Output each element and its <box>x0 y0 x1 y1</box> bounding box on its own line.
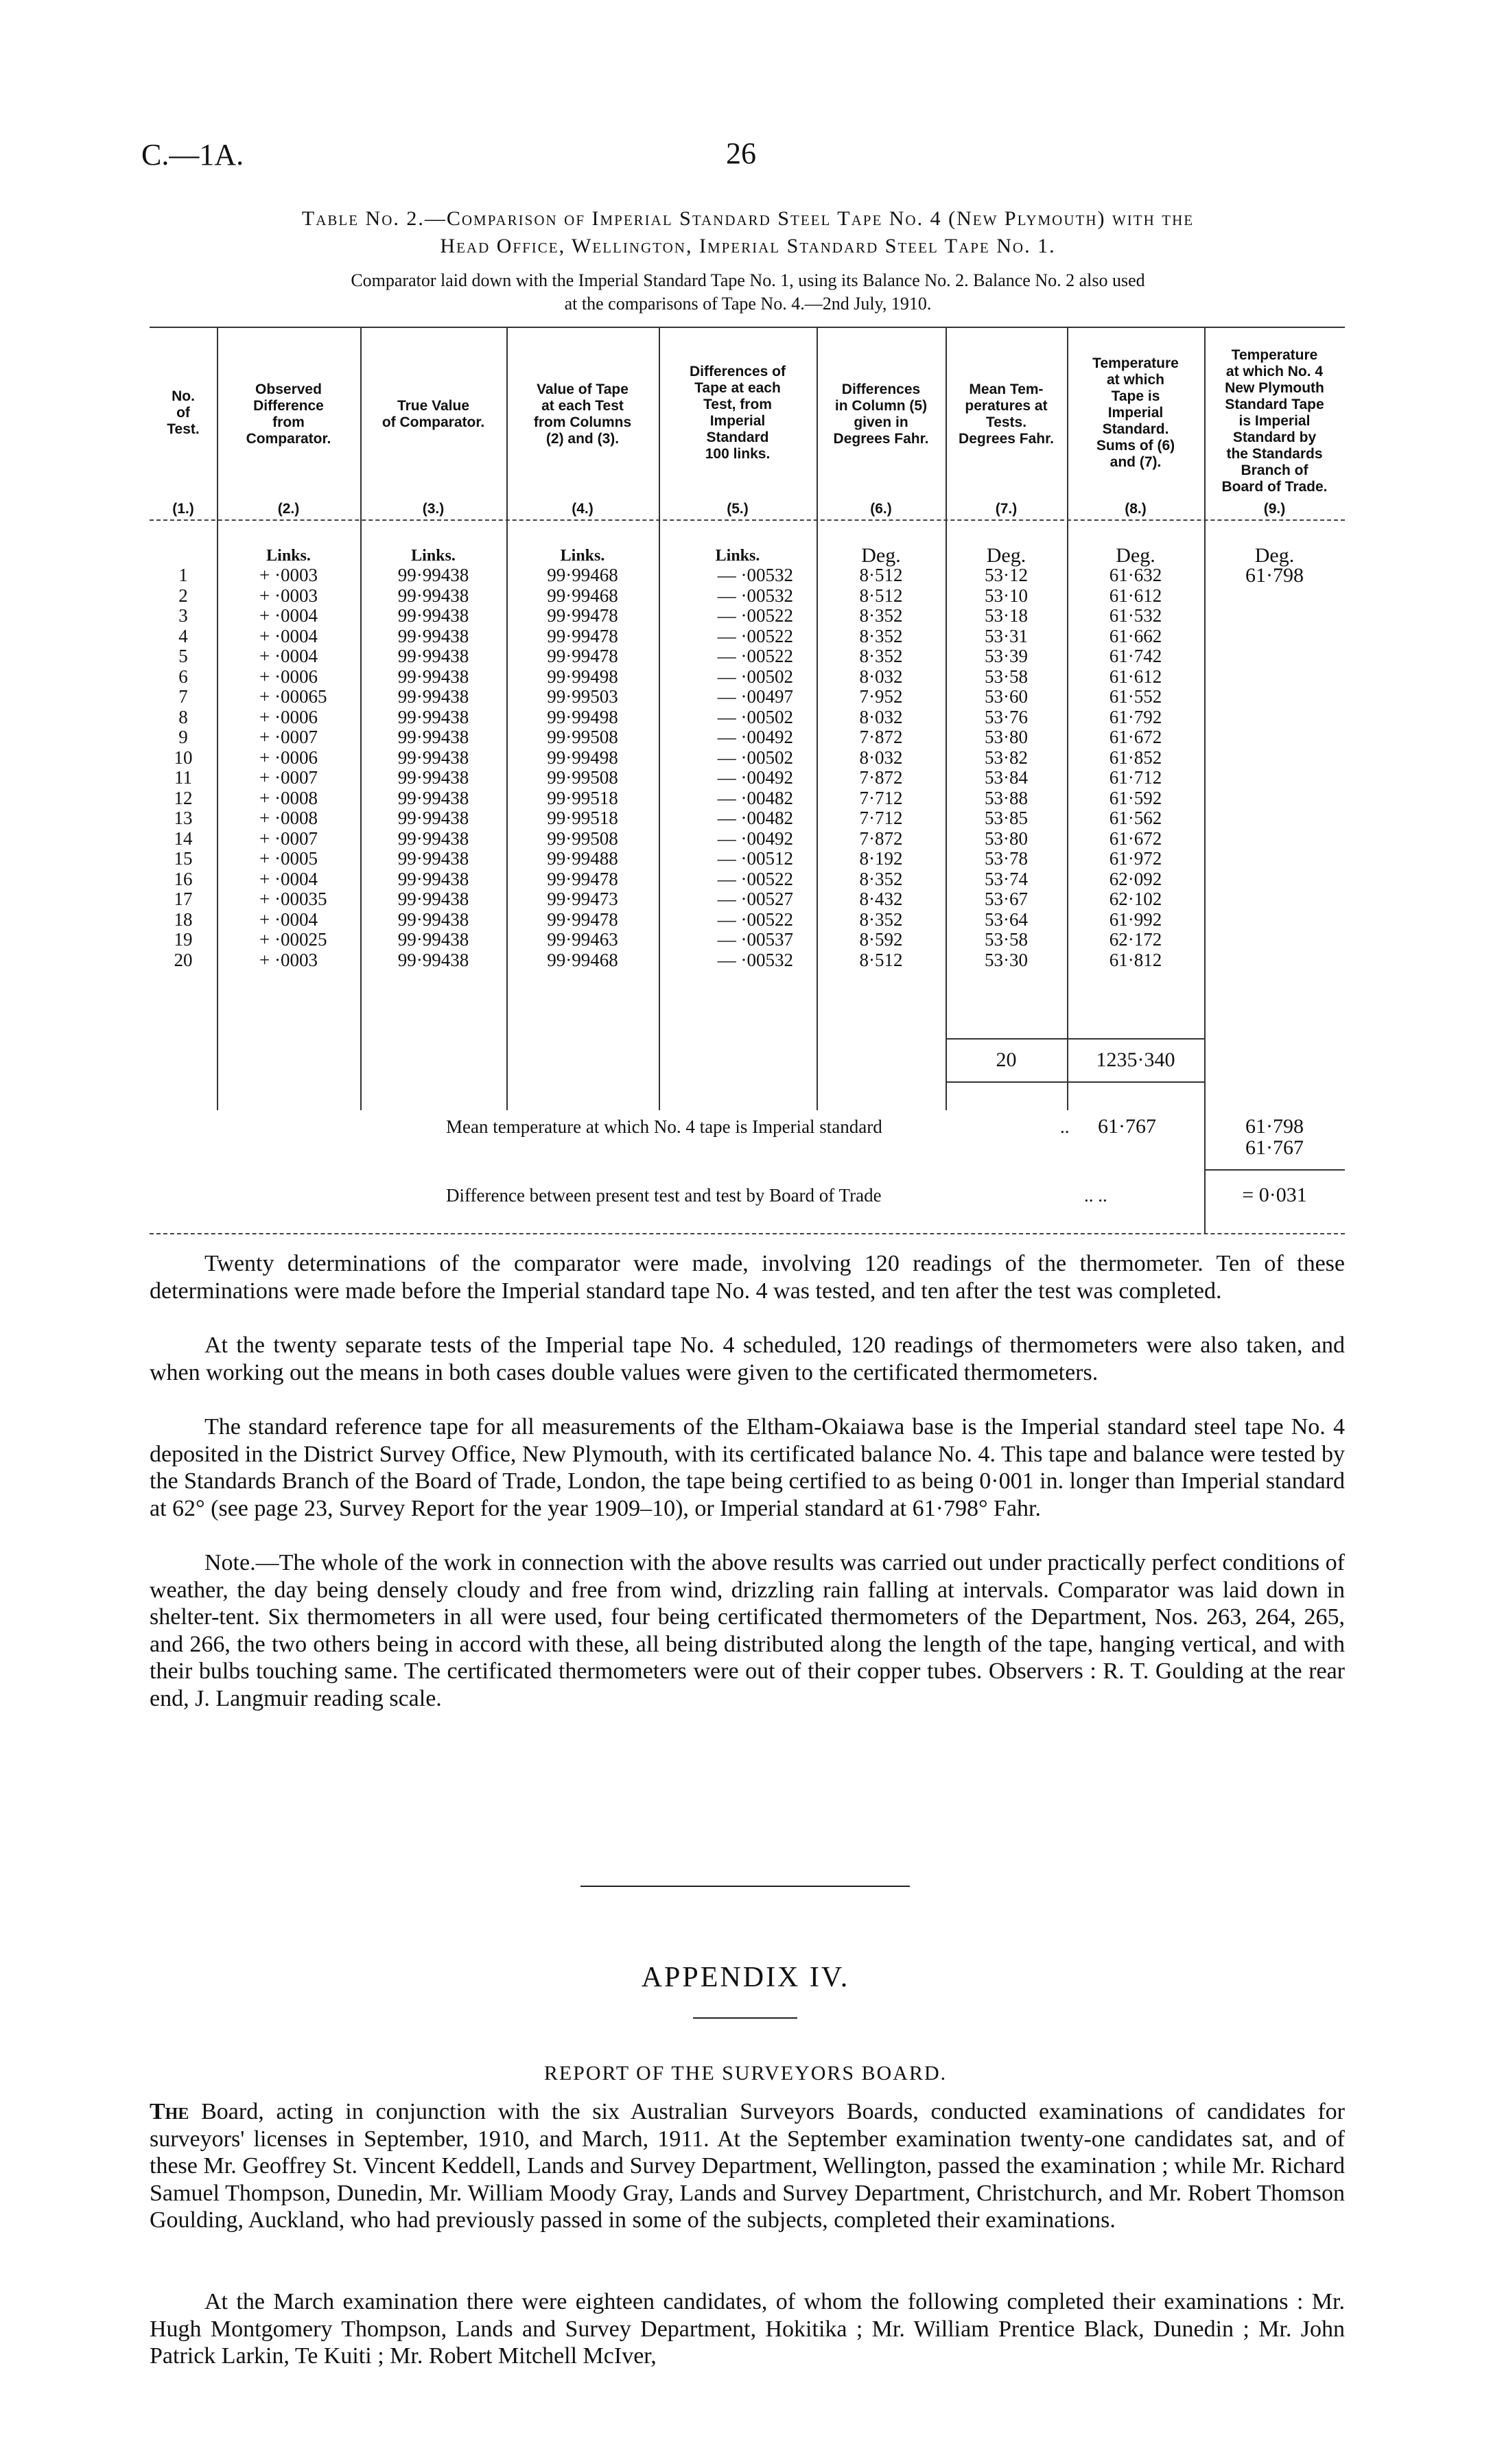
colhead-observed-difference: Observed Difference from Comparator. <box>246 382 331 447</box>
unit-label: Deg. <box>1116 544 1155 567</box>
column-differences-degrees: 8·512 8·512 8·352 8·352 8·352 8·032 7·952 8·032 7·872 8·032 7·872 7·712 7·712 7·872 8·192 8·352 8·432 8·352 8·592 8·512 <box>859 565 903 970</box>
column-number: (8.) <box>1125 501 1147 517</box>
column-number: (2.) <box>277 501 300 517</box>
column-number: (4.) <box>572 501 594 517</box>
table-note-line-2: at the comparisons of Tape No. 4.—2nd July, 1910. <box>564 294 932 314</box>
paragraph-board-examinations: The Board, acting in conjunction with the six Australian Surveyors Boards, conducted examinations of candidates for surveyors' licenses in September, 1910, and March, 1911. At the September examination twenty-one candidates sat, and of these Mr. Geoffrey St. Vincent Keddell, Lands and Survey Department, Wellington, passed the examination ; while Mr. Richard Samuel Thompson, Dunedin, Mr. William Moody Gray, Lands and Survey Department, Christchurch, and Mr. Robert Thomson Goulding, Auckland, who had previously passed in some of the subjects, completed their examinations. <box>150 2099 1345 2233</box>
column-differences-links: — ·00532 — ·00532 — ·00522 — ·00522 — ·00522 — ·00502 — ·00497 — ·00502 — ·00492 — ·00502 — ·00492 — ·00482 — ·00482 — ·00492 — ·00512 — ·00522 — ·00527 — ·00522 — ·00537 — ·00532 <box>717 565 793 970</box>
section-separator <box>580 1886 910 1887</box>
unit-label: Links. <box>560 547 605 565</box>
paragraph-comparator-determinations: Twenty determinations of the comparator were made, involving 120 readings of the thermometer. Ten of these determinations were made before the Imperial standard tape No. 4 was tested, and ten after the test was completed. <box>150 1251 1345 1304</box>
paragraph-thermometer-readings: At the twenty separate tests of the Imperial tape No. 4 scheduled, 120 readings of thermometers were also taken, and when working out the means in both cases double values were given to the certificated thermometers. <box>150 1333 1345 1385</box>
difference-label: Difference between present test and test by Board of Trade <box>446 1185 882 1206</box>
column-mean-temperatures: 53·12 53·10 53·18 53·31 53·39 53·58 53·60 53·76 53·80 53·82 53·84 53·88 53·85 53·80 53·78 53·74 53·67 53·64 53·58 53·30 <box>985 565 1028 970</box>
colhead-board-of-trade-temperature: Temperature at which No. 4 New Plymouth Standard Tape is Imperial Standard by the Standards Branch of Board of Trade. <box>1221 347 1328 495</box>
board-of-trade-subtrahend: 61·767 <box>1245 1136 1304 1159</box>
unit-label: Deg. <box>861 544 901 567</box>
totals-bottom-rule <box>946 1081 1204 1083</box>
unit-label: Links. <box>715 547 760 565</box>
table-title-line-2: Head Office, Wellington, Imperial Standard Steel Tape No. 1. <box>440 235 1056 257</box>
appendix-underline <box>693 2017 797 2019</box>
column-number: (6.) <box>870 501 892 517</box>
column-number: (9.) <box>1263 501 1286 517</box>
table-header-rule <box>150 519 1345 521</box>
board-of-trade-minuend: 61·798 <box>1245 1115 1304 1138</box>
colhead-imperial-temperature: Temperature at which Tape is Imperial Standard. Sums of (6) and (7). <box>1092 355 1179 470</box>
page-number: 26 <box>726 137 756 170</box>
mean-temperature-dots: .. <box>1060 1116 1070 1137</box>
column-test-numbers: 1 2 3 4 5 6 7 8 9 10 11 12 13 14 15 16 17 18 19 20 <box>174 565 193 970</box>
column-number: (7.) <box>995 501 1018 517</box>
column-imperial-temperatures: 61·632 61·612 61·532 61·662 61·742 61·612 61·552 61·792 61·672 61·852 61·712 61·592 61·562 61·672 61·972 62·092 62·102 61·992 62·172 61·812 <box>1109 565 1162 970</box>
appendix-title: APPENDIX IV. <box>641 1962 850 1993</box>
difference-value: = 0·031 <box>1242 1184 1307 1206</box>
paragraph-march-examination: At the March examination there were eighteen candidates, of whom the following completed their examinations : Mr. Hugh Montgomery Thompson, Lands and Survey Department, Hokitika ; Mr. William Prentice Black, Dunedin ; Mr. John Patrick Larkin, Te Kuiti ; Mr. Robert Mitchell McIver, <box>150 2289 1345 2369</box>
count-value: 20 <box>996 1048 1017 1071</box>
mean-temperature-label: Mean temperature at which No. 4 tape is Imperial standard <box>446 1116 882 1137</box>
unit-label: Links. <box>266 547 311 565</box>
paragraph-note-conditions: Note.—The whole of the work in connection with the above results was carried out under practically perfect conditions of weather, the day being densely cloudy and free from wind, drizzling rain falling at intervals. Comparator was laid down in shelter-tent. Six thermometers in all were used, four being certificated thermometers of the Department, Nos. 263, 264, 265, and 266, the two others being in accord with these, all being distributed along the length of the tape, hanging vertical, and with their bulbs touching same. The certificated thermometers were out of their copper tubes. Observers : R. T. Goulding at the rear end, J. Langmuir reading scale. <box>150 1550 1345 1711</box>
colhead-differences-degrees: Differences in Column (5) given in Degrees Fahr. <box>833 382 929 447</box>
totals-top-rule <box>946 1038 1204 1040</box>
table-top-rule <box>150 327 1345 328</box>
column-number: (1.) <box>172 501 194 517</box>
colhead-test-number: No. of Test. <box>167 388 200 437</box>
colhead-tape-value: Value of Tape at each Test from Columns (2) and (3). <box>533 382 632 447</box>
colhead-true-value: True Value of Comparator. <box>381 398 485 430</box>
report-title: REPORT OF THE SURVEYORS BOARD. <box>543 2062 948 2085</box>
column-true-values: 99·99438 99·99438 99·99438 99·99438 99·99438 99·99438 99·99438 99·99438 99·99438 99·99438 99·99438 99·99438 99·99438 99·99438 99·99438 99·99438 99·99438 99·99438 99·99438 99·99438 <box>397 565 469 970</box>
column-number: (3.) <box>422 501 445 517</box>
table-note-line-1: Comparator laid down with the Imperial Standard Tape No. 1, using its Balance No. 2. Balance No. 2 also used <box>351 270 1145 290</box>
unit-label: Links. <box>411 547 456 565</box>
unit-label: Deg. <box>1254 544 1295 567</box>
difference-rule <box>1204 1169 1345 1171</box>
colhead-differences-links: Differences of Tape at each Test, from Imperial Standard 100 links. <box>689 364 786 462</box>
document-code: C.—1A. <box>141 138 244 172</box>
paragraph-standard-reference-tape: The standard reference tape for all measurements of the Eltham-Okaiawa base is the Imperial standard steel tape No. 4 deposited in the District Survey Office, New Plymouth, with its certificated balance No. 4. This tape and balance were tested by the Standards Branch of the Board of Trade, London, the tape being certified to as being 0·001 in. longer than Imperial standard at 62° (see page 23, Survey Report for the year 1909–10), or Imperial standard at 61·798° Fahr. <box>150 1414 1345 1521</box>
column-number: (5.) <box>727 501 749 517</box>
column-tape-values: 99·99468 99·99468 99·99478 99·99478 99·99478 99·99498 99·99503 99·99498 99·99508 99·99498 99·99508 99·99518 99·99518 99·99508 99·99488 99·99478 99·99473 99·99478 99·99463 99·99468 <box>547 565 618 970</box>
unit-label: Deg. <box>986 544 1026 567</box>
board-of-trade-value: 61·798 <box>1245 564 1304 587</box>
sum-total-value: 1235·340 <box>1096 1048 1175 1071</box>
column-observed-differences: + ·0003 + ·0003 + ·0004 + ·0004 + ·0004 + ·0006 + ·00065 + ·0006 + ·0007 + ·0006 + ·0007 + ·0008 + ·0008 + ·0007 + ·0005 + ·0004 + ·00035 + ·0004 + ·00025 + ·0003 <box>259 565 327 970</box>
table-bottom-rule <box>150 1233 1345 1234</box>
table-title-line-1: Table No. 2.—Comparison of Imperial Standard Steel Tape No. 4 (New Plymouth) with the <box>301 207 1195 230</box>
difference-dots: .. .. <box>1084 1185 1107 1206</box>
mean-temperature-value: 61·767 <box>1098 1115 1156 1138</box>
colhead-mean-temperatures: Mean Tem- peratures at Tests. Degrees Fahr. <box>959 382 1054 447</box>
